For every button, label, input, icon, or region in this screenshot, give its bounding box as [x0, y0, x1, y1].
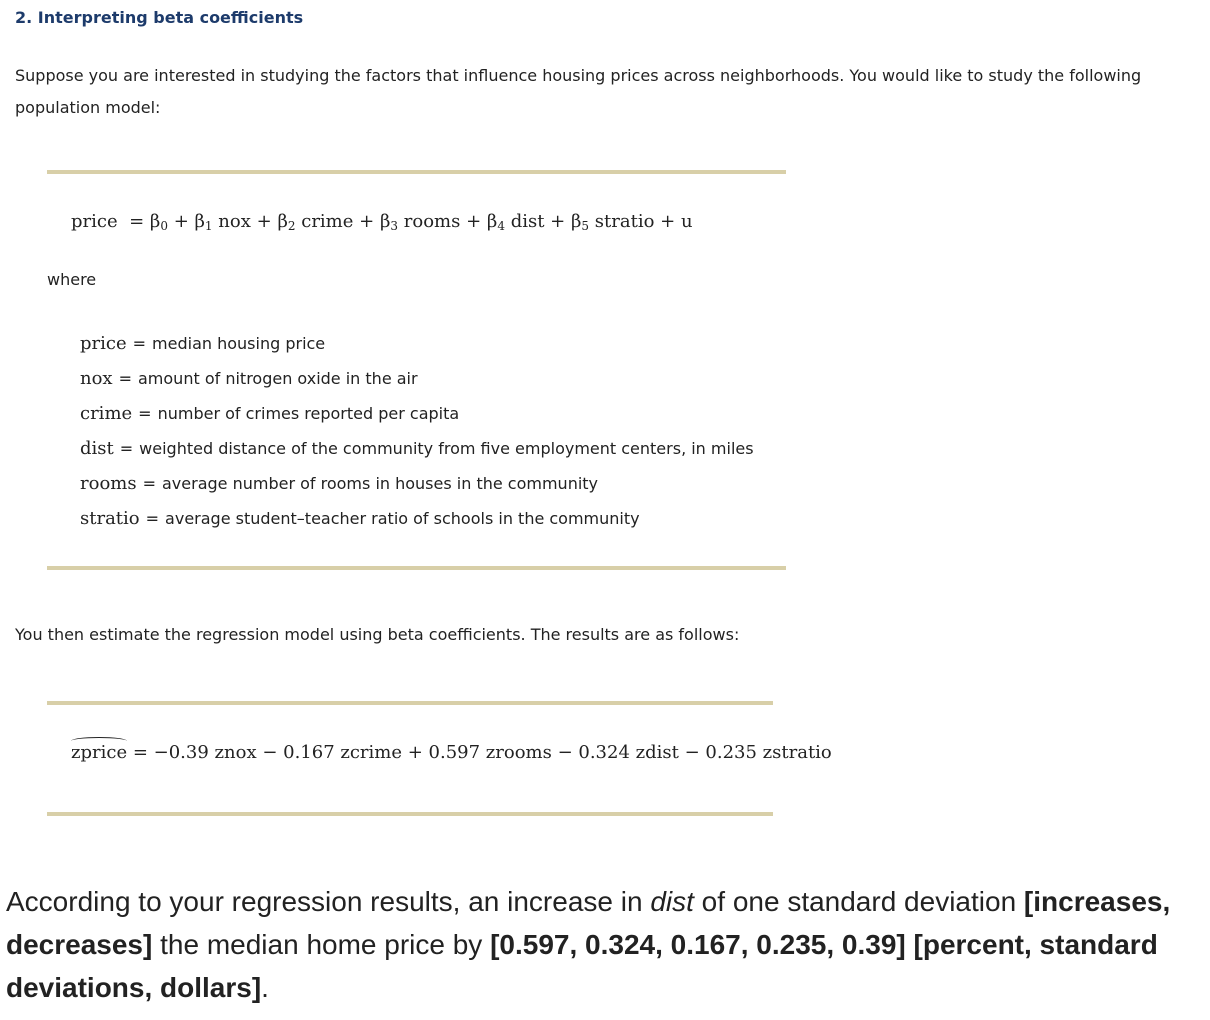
definition-row: nox = amount of nitrogen oxide in the air [80, 368, 418, 389]
definition-variable: dist [80, 438, 114, 459]
definition-variable: stratio [80, 508, 140, 529]
definition-variable: nox [80, 368, 113, 389]
estimated-equation [71, 742, 832, 763]
definition-row: crime = number of crimes reported per capita [80, 403, 460, 424]
definition-description: average number of rooms in houses in the community [162, 474, 599, 493]
where-label: where [47, 270, 97, 289]
definition-variable: crime [80, 403, 133, 424]
population-model-equation: price = $\beta_0 + \beta_1$ nox + $\beta_2$ crime + $\beta_3$ rooms + $\beta_4$ dist + $\beta_5$ stratio + u [71, 211, 693, 233]
definition-description: median housing price [152, 334, 326, 353]
dropdown-direction[interactable]: [increases, decreases] [6, 886, 1171, 960]
definition-description: average student–teacher ratio of schools in the community [165, 509, 640, 528]
definition-row: stratio = average student–teacher ratio of schools in the community [80, 508, 640, 529]
definition-description: amount of nitrogen oxide in the air [138, 369, 418, 388]
dropdown-magnitude[interactable]: [0.597, 0.324, 0.167, 0.235, 0.39] [490, 929, 906, 960]
results-intro: You then estimate the regression model using beta coefficients. The results are as follows: [15, 625, 740, 644]
intro-paragraph: Suppose you are interested in studying the factors that influence housing prices across neighborhoods. You would like to study the following population model: [15, 66, 1142, 117]
top-divider-estimate [47, 701, 773, 705]
definition-row: dist = weighted distance of the community from five employment centers, in miles [80, 438, 754, 459]
definition-description: weighted distance of the community from five employment centers, in miles [139, 439, 754, 458]
bottom-divider-model [47, 566, 786, 570]
dropdown-unit[interactable]: [percent, standard deviations, dollars] [6, 929, 1158, 1003]
bottom-divider-estimate [47, 812, 773, 816]
variable-definitions [80, 326, 754, 536]
definition-description: number of crimes reported per capita [157, 404, 460, 423]
top-divider-model [47, 170, 786, 174]
definition-variable: price [80, 333, 127, 354]
estimate-lhs: zprice [71, 742, 128, 763]
definition-row: price = median housing price [80, 333, 326, 354]
definition-row: rooms = average number of rooms in houses in the community [80, 473, 599, 494]
definition-variable: rooms [80, 473, 137, 494]
question-variable: dist [650, 886, 694, 917]
estimate-rhs: = −0.39 znox − 0.167 zcrime + 0.597 zrooms − 0.324 zdist − 0.235 zstratio [132, 742, 832, 763]
section-heading: 2. Interpreting beta coefficients [15, 8, 304, 27]
question-text: According to your regression results, an increase in dist of one standard deviation [increases, decreases] the median home price by [0.597, 0.324, 0.167, 0.235, 0.39] [percent, standard deviations, dollars]. [6, 886, 1171, 1003]
model-lhs: price [71, 211, 118, 232]
